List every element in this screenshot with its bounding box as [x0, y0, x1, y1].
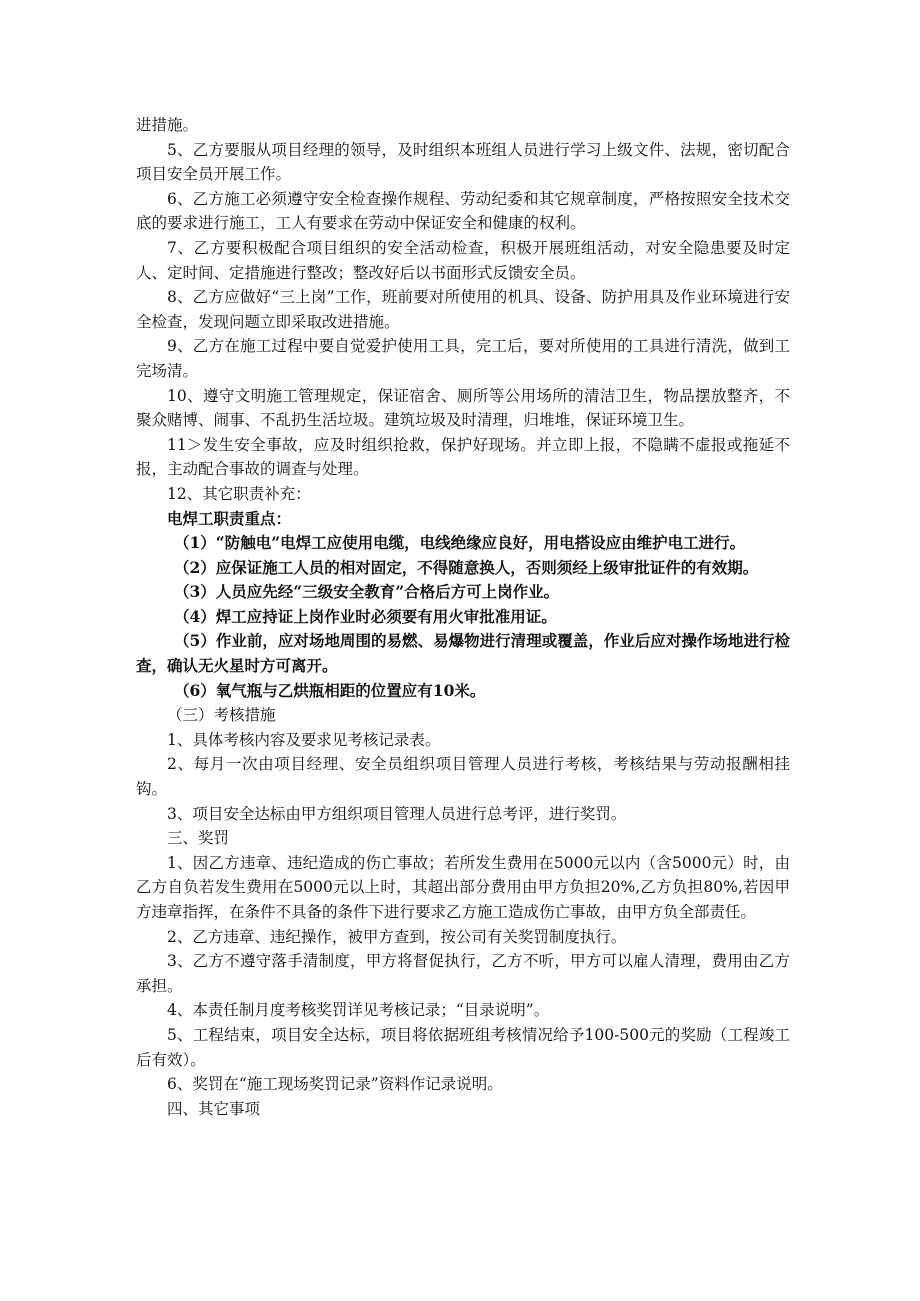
- paragraph: 5、乙方要服从项目经理的领导，及时组织本班组人员进行学习上级文件、法规，密切配合项目安全员开展工作。: [136, 140, 790, 184]
- duty-item: （3）人员应先经“三级安全教育”合格后方可上岗作业。: [174, 582, 560, 602]
- duty-item: （5）作业前，应对场地周围的易燃、易爆物进行清理或覆盖，作业后应对操作场地进行检查，确认无火星时方可离开。: [136, 631, 790, 676]
- paragraph: 9、乙方在施工过程中要自觉爱护使用工具，完工后，要对所使用的工具进行清洗，做到工完场清。: [136, 337, 790, 380]
- paragraph: 6、乙方施工必须遵守安全检查操作规程、劳动纪委和其它规章制度，严格按照安全技术交底的要求进行施工，工人有要求在劳动中保证安全和健康的权利。: [136, 189, 790, 233]
- paragraph: 11＞发生安全事故，应及时组织抢救，保护好现场。并立即上报，不隐瞒不虚报或拖延不报，主动配合事故的调查与处理。: [136, 435, 790, 479]
- paragraph: 2、每月一次由项目经理、安全员组织项目管理人员进行考核，考核结果与劳动报酬相挂钩。: [136, 755, 790, 799]
- paragraph: 8、乙方应做好“三上岗”工作，班前要对所使用的机具、设备、防护用具及作业环境进行安全检查，发现问题立即采取改进措施。: [136, 288, 790, 331]
- paragraph: 5、工程结束，项目安全达标，项目将依据班组考核情况给予100-500元的奖励（工程竣工后有效）。: [136, 1025, 790, 1069]
- duty-item: （4）焊工应持证上岗作业时必须要有用火审批准用证。: [174, 606, 557, 626]
- paragraph: 3、项目安全达标由甲方组织项目管理人员进行总考评，进行奖罚。: [167, 804, 627, 823]
- document-page: [136, 113, 790, 1121]
- paragraph: 6、奖罚在“施工现场奖罚记录”资料作记录说明。: [167, 1075, 503, 1094]
- paragraph: 3、乙方不遵守落手清制度，甲方将督促执行，乙方不听，甲方可以雇人清理，费用由乙方承担。: [136, 952, 790, 995]
- paragraph: 1、因乙方违章、违纪造成的伤亡事故；若所发生费用在5000元以内（含5000元）时，由乙方自负若发生费用在5000元以上时，其超出部分费用由甲方负担20%,乙方负担80%,若因甲方违章指挥，在条件不具备的条件下进行要求乙方施工造成伤亡事故，由甲方负全部责任。: [136, 853, 790, 921]
- section-heading: （三）考核措施: [167, 706, 276, 725]
- section-heading: 三、奖罚: [167, 829, 230, 848]
- duty-item: （6）氧气瓶与乙烘瓶相距的位置应有10米。: [174, 680, 486, 700]
- paragraph: 1、具体考核内容及要求见考核记录表。: [167, 730, 441, 749]
- duty-item: （2）应保证施工人员的相对固定，不得随意换人，否则须经上级审批证件的有效期。: [174, 557, 759, 577]
- paragraph: 7、乙方要积极配合项目组织的安全活动检查，积极开展班组活动，对安全隐患要及时定人、定时间、定措施进行整改；整改好后以书面形式反馈安全员。: [136, 238, 790, 282]
- duty-item: （1）“防触电”电焊工应使用电缆，电线绝缘应良好，用电搭设应由维护电工进行。: [174, 533, 746, 553]
- paragraph: 2、乙方违章、违纪操作，被甲方查到，按公司有关奖罚制度执行。: [167, 927, 627, 946]
- section-heading: 电焊工职责重点：: [167, 508, 292, 528]
- paragraph: 进措施。: [136, 116, 199, 134]
- paragraph: 10、遵守文明施工管理规定，保证宿舍、厕所等公用场所的清洁卫生，物品摆放整齐，不聚众赌博、闹事、不乱扔生活垃圾。建筑垃圾及时清理，归堆堆，保证环境卫生。: [136, 386, 790, 430]
- paragraph: 4、本责任制月度考核奖罚详见考核记录；“目录说明”。: [167, 1001, 550, 1020]
- section-heading: 四、其它事项: [167, 1099, 261, 1118]
- paragraph: 12、其它职责补充：: [167, 484, 311, 503]
